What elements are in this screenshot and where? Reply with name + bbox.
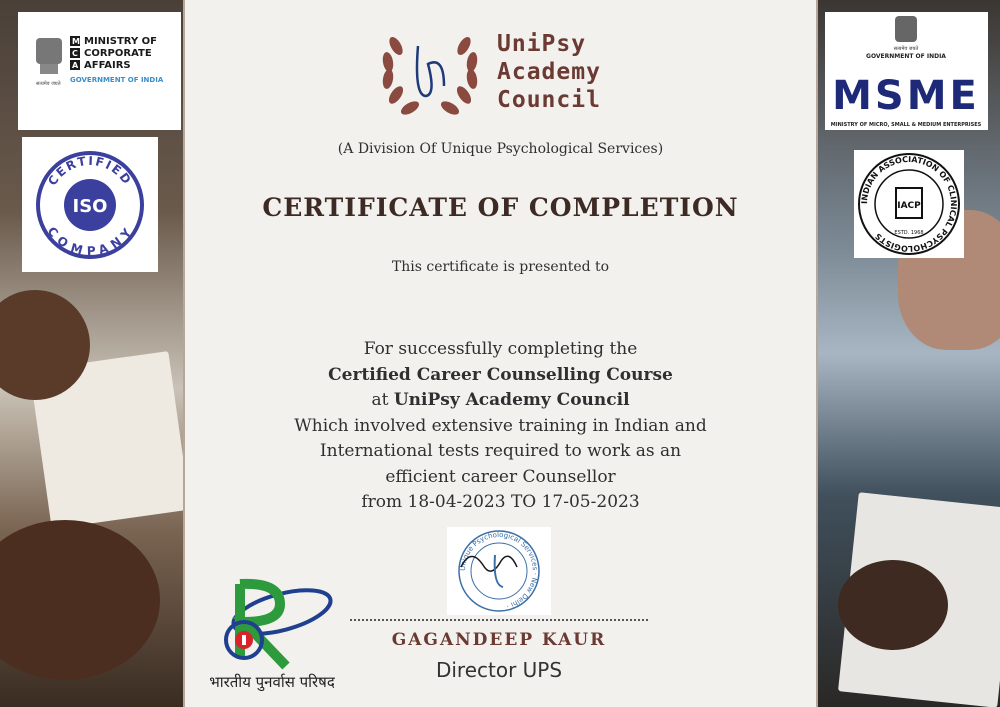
stamp-seal-icon [447,527,551,615]
course-name: Certified Career Counselling Course [328,364,673,385]
iso-certified-logo [22,137,158,272]
institution-line: at UniPsy Academy Council [371,390,630,410]
presented-to-text: This certificate is presented to [391,259,610,275]
svg-text:MINISTRY OF MICRO, SMALL & MED: MINISTRY OF MICRO, SMALL & MEDIUM ENTERPRISES [830,122,982,128]
msme-logo [825,12,988,130]
svg-text:GOVERNMENT OF INDIA: GOVERNMENT OF INDIA [866,53,946,60]
mca-logo [18,12,181,130]
hand-photo [838,560,948,650]
stamp-signature [447,527,551,615]
laurel-wreath-icon [374,16,486,126]
svg-text:GOVERNMENT OF INDIA: GOVERNMENT OF INDIA [70,76,164,84]
iacp-logo [854,150,964,258]
brand-line: UniPsy [497,31,587,57]
arm-photo [0,520,160,680]
svg-text:COMPANY: COMPANY [44,224,136,259]
svg-text:M: M [72,37,80,46]
svg-text:MINISTRY OF: MINISTRY OF [84,36,157,47]
svg-text:सत्यमेव जयते: सत्यमेव जयते [893,46,919,52]
svg-text:CERTIFIED: CERTIFIED [45,153,135,189]
svg-text:CORPORATE: CORPORATE [84,48,152,59]
svg-text:AFFAIRS: AFFAIRS [84,60,131,71]
svg-text:ESTD. 1968: ESTD. 1968 [894,230,924,236]
certificate-title: CERTIFICATE OF COMPLETION [262,193,739,222]
body-line: For successfully completing the [363,339,638,359]
rci-caption: भारतीय पुनर्वास परिषद [209,673,335,691]
division-subtitle: (A Division Of Unique Psychological Services) [337,141,664,157]
svg-text:MSME: MSME [832,73,980,119]
brand-name [497,30,601,114]
brand-line: Council [497,87,601,113]
iso-badge-icon [22,137,158,272]
brand-line: Academy [497,59,601,85]
svg-text:C: C [72,49,78,58]
msme-wordmark-icon [825,12,988,130]
signatory-role: Director UPS [435,658,563,682]
svg-text:IACP: IACP [897,201,921,211]
svg-text:Unique Psychological Services: Unique Psychological Services · New Delhi · [458,530,540,611]
ashoka-emblem-icon [18,12,181,130]
rci-emblem-icon [200,578,340,670]
unipsy-laurel-logo [374,16,486,126]
body-line: efficient career Counsellor [385,466,616,487]
svg-text:A: A [72,61,79,70]
course-dates: from 18-04-2023 TO 17-05-2023 [361,492,640,512]
svg-text:ISO: ISO [72,196,108,217]
body-line: Which involved extensive training in Indian and [294,415,707,436]
svg-text:INDIAN ASSOCIATION OF CLINICAL: INDIAN ASSOCIATION OF CLINICAL PSYCHOLOGISTS [859,154,959,254]
signatory-name: GAGANDEEP KAUR [391,630,607,650]
rci-logo [200,578,340,670]
body-line: International tests required to work as an [319,441,682,461]
svg-text:सत्यमेव जयते: सत्यमेव जयते [36,81,61,87]
iacp-seal-icon [854,150,964,258]
signature-line [350,619,648,621]
certificate-body [183,337,818,516]
